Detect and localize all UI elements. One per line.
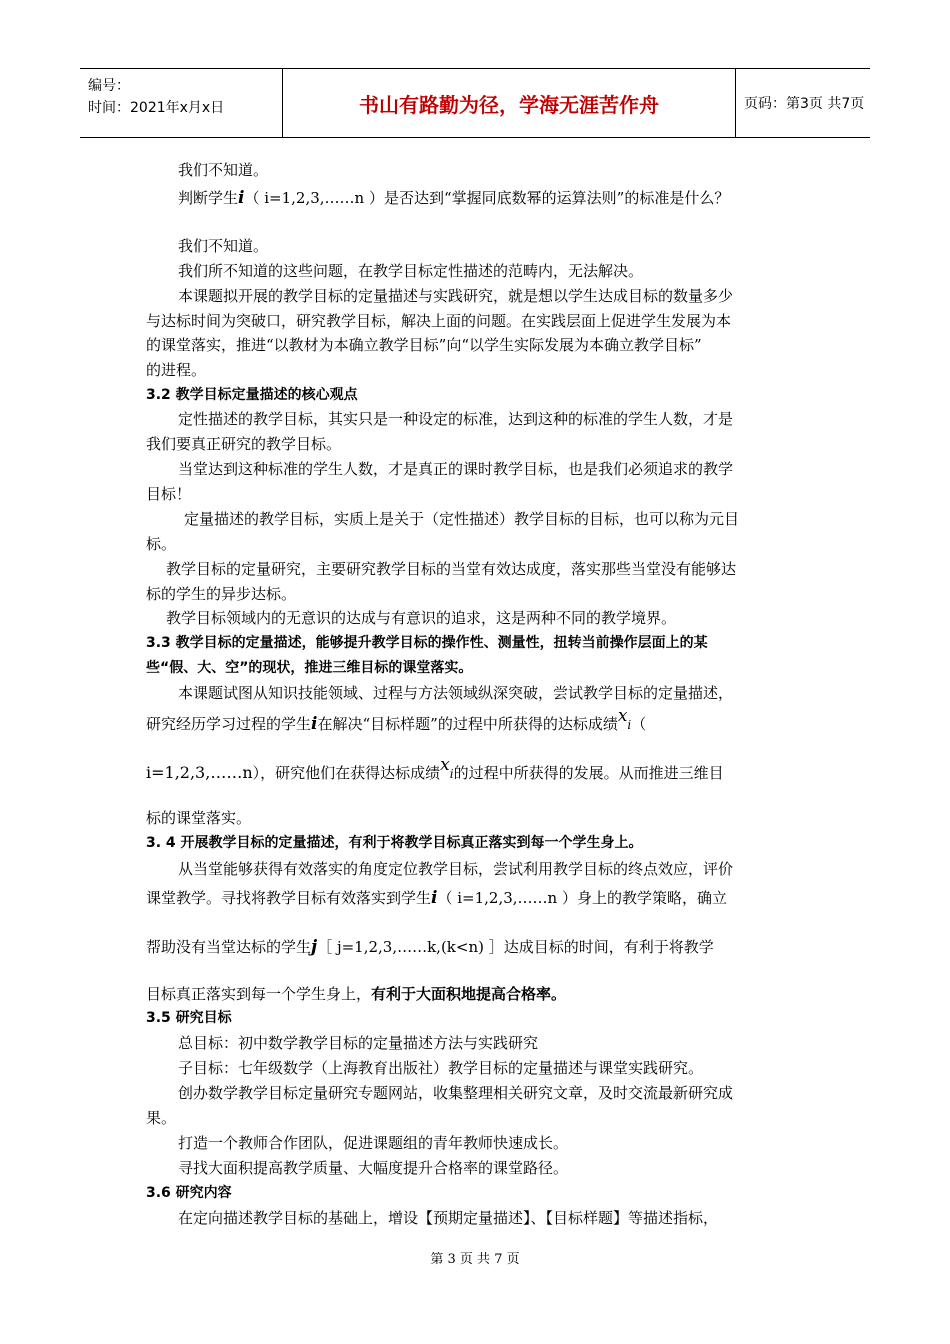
math-expression: （ i=1,2,3,……n ） (437, 889, 577, 907)
paragraph-line: 目标！ (146, 485, 192, 503)
paragraph-line (146, 888, 727, 908)
paragraph-line: 当堂达到这种标准的学生人数，才是真正的课时教学目标，也是我们必须追求的教学 (178, 460, 734, 478)
paragraph-line (178, 188, 729, 208)
text-run: 是否达到“掌握同底数幂的运算法则”的标准是什么？ (383, 189, 730, 207)
text-run: 课堂教学。寻找将教学目标有效落实到学生 (146, 889, 432, 907)
paragraph-line: 与达标时间为突破口，研究教学目标，解决上面的问题。在实践层面上促进学生发展为本 (146, 312, 732, 330)
section-heading-3-5: 3.5 研究目标 (146, 1010, 232, 1026)
paragraph-line: 子目标：七年级数学（上海教育出版社）教学目标的定量描述与课堂实践研究。 (178, 1059, 704, 1077)
paragraph-line: 定性描述的教学目标，其实只是一种设定的标准，达到这种的标准的学生人数，才是 (178, 410, 734, 428)
paragraph-line: 我们要真正研究的教学目标。 (146, 435, 342, 453)
paragraph-line: 我们不知道。 (178, 161, 269, 179)
math-subscript: i (449, 767, 454, 781)
paragraph-line (146, 755, 724, 784)
paragraph-line: 定量描述的教学目标，实质上是关于（定性描述）教学目标的目标，也可以称为元目 (184, 510, 740, 528)
text-run: （ (631, 715, 647, 733)
math-subscript: i (627, 718, 632, 732)
paragraph-line: 的进程。 (146, 361, 207, 379)
section-heading-3-3-cont: 些“假、大、空”的现状，推进三维目标的课堂落实。 (146, 660, 473, 676)
math-expression: i=1,2,3,……n (146, 763, 253, 782)
math-variable: i (238, 188, 245, 208)
text-run: 研究经历学习过程的学生 (146, 715, 312, 733)
paragraph-line: 本课题拟开展的教学目标的定量描述与实践研究，就是想以学生达成目标的数量多少 (178, 287, 734, 305)
paragraph-line (146, 706, 647, 735)
bold-text-run: 有利于大面积地提高合格率。 (371, 985, 567, 1003)
document-header (80, 68, 870, 138)
paragraph-line: 寻找大面积提高教学质量、大幅度提升合格率的课堂路径。 (178, 1159, 569, 1177)
paragraph-line: 的课堂落实，推进“以教材为本确立教学目标”向“以学生实际发展为本确立教学目标” (146, 336, 702, 354)
section-heading-3-4: 3. 4 开展教学目标的定量描述，有利于将教学目标真正落实到每一个学生身上。 (146, 835, 643, 851)
text-run: 身上的教学策略，确立 (576, 889, 727, 907)
paragraph-line: 教学目标的定量研究，主要研究教学目标的当堂有效达成度，落实那些当堂没有能够达 (166, 560, 737, 578)
paragraph-line: 标。 (146, 535, 177, 553)
header-motto: 书山有路勤为径，学海无涯苦作舟 (283, 69, 736, 137)
header-meta-cell (80, 69, 283, 137)
paragraph-line: 标的学生的异步达标。 (146, 585, 297, 603)
text-run: 判断学生 (178, 189, 239, 207)
text-run: 帮助没有当堂达标的学生 (146, 938, 312, 956)
math-expression: ［ j=1,2,3,……k,(k<n) ］ (317, 938, 504, 956)
paragraph-line: 我们不知道。 (178, 237, 269, 255)
paragraph-line: 打造一个教师合作团队，促进课题组的青年教师快速成长。 (178, 1134, 569, 1152)
paragraph-line: 在定向描述教学目标的基础上，增设【预期定量描述】、【目标样题】等描述指标， (178, 1209, 719, 1227)
section-heading-3-6: 3.6 研究内容 (146, 1185, 232, 1201)
math-expression: （ i=1,2,3,……n ） (244, 189, 384, 207)
math-variable: i (431, 888, 438, 908)
math-variable: j (311, 937, 318, 957)
doc-date: 时间：2021年x月x日 (88, 100, 225, 116)
math-variable: i (311, 714, 318, 734)
paragraph-line: 教学目标领域内的无意识的达成与有意识的追求，这是两种不同的教学境界。 (166, 609, 677, 627)
section-heading-3-3: 3.3 教学目标的定量描述，能够提升教学目标的操作性、测量性，扭转当前操作层面上的某 (146, 635, 708, 651)
math-variable: x (440, 755, 450, 775)
page-footer: 第 3 页 共 7 页 (430, 1252, 520, 1267)
paragraph-line (146, 937, 714, 957)
text-run: 在解决“目标样题”的过程中所获得的达标成绩 (317, 715, 618, 733)
paragraph-line: 标的课堂落实。 (146, 809, 252, 827)
doc-number-label: 编号： (88, 78, 130, 94)
paragraph-line: 从当堂能够获得有效落实的角度定位教学目标，尝试利用教学目标的终点效应，评价 (178, 860, 734, 878)
math-variable: x (617, 706, 628, 726)
header-page-info: 页码：第3页 共7页 (744, 96, 865, 112)
paragraph-line: 创办数学教学目标定量研究专题网站，收集整理相关研究文章，及时交流最新研究成 (178, 1084, 734, 1102)
section-heading-3-2: 3.2 教学目标定量描述的核心观点 (146, 387, 358, 403)
text-run: 目标真正落实到每一个学生身上， (146, 985, 372, 1003)
text-run: 达成目标的时间，有利于将教学 (503, 938, 714, 956)
text-run: 的过程中所获得的发展。从而推进三维目 (453, 764, 724, 782)
paragraph-line (146, 984, 566, 1004)
paragraph-line: 总目标：初中数学教学目标的定量描述方法与实践研究 (178, 1034, 539, 1052)
text-run: ），研究他们在获得达标成绩 (252, 764, 441, 782)
paragraph-line: 果。 (146, 1109, 177, 1127)
paragraph-line: 本课题试图从知识技能领域、过程与方法领域纵深突破，尝试教学目标的定量描述， (178, 684, 734, 702)
paragraph-line: 我们所不知道的这些问题，在教学目标定性描述的范畴内，无法解决。 (178, 262, 644, 280)
